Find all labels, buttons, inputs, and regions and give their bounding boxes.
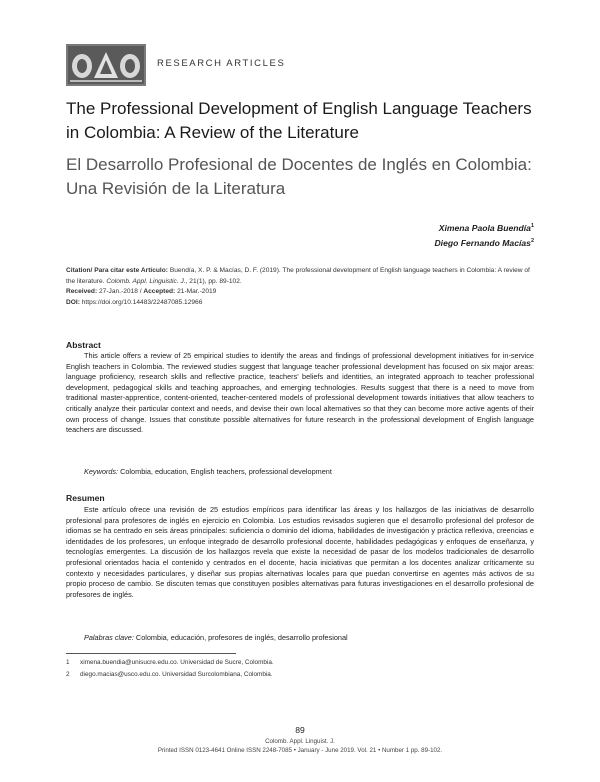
citation-block (66, 266, 536, 308)
abstract-text: This article offers a review of 25 empirical studies to identify the areas and findings of professional development initiatives for in-service English teachers in Colombia. The reviewed studies suggest that language teacher professional development has focused on six major areas: language proficiency, research skills and reflective practice, teachers' beliefs and identities, an integrated approach to teacher professional development, pedagogical skills and teaching approaches, and emerging technologies. Results suggest that there is a need to move from traditional master-apprentice, content-oriented, teacher-centered models of professional development towards initiatives that allow teachers to critically analyze their particular context and needs, and devise their own local alternatives so that they can become more active agents of their own process of change. Issues that constitute possible alternatives for future research in the professional development of English language teachers are discussed. (66, 351, 534, 435)
footer-issn: Printed ISSN 0123-4641 Online ISSN 2248-7085 • January - June 2019. Vol. 21 • Number 1 pp. 89-102. (157, 747, 443, 754)
resumen-text: Este artículo ofrece una revisión de 25 estudios empíricos para identificar las áreas y los hallazgos de las iniciativas de desarrollo profesional para profesores de inglés en ejercicio en Colombia. Los estudios revisados sugieren que el desarrollo profesional del profesor de idiomas se ha centrado en seis áreas principales: suficiencia o dominio del idioma, habilidades de investigación y práctica reflexiva, creencias e identidades de los profesores, un enfoque integrado de desarrollo profesional docente, habilidades pedagógicas y enfoques de enseñanza, y tecnologías emergentes. La discusión de los hallazgos revela que existe la necesidad de pasar de los modelos tradicionales de desarrollo profesional orientados hacia el contenido y centrados en el docente, hacia iniciativas que permitan a los docentes analizar críticamente su contexto y necesidades particulares, y diseñar sus propias alternativas locales para que puedan convertirse en agentes más activos de su propio proceso de cambio. Se discuten temas que constituyen posibles alternativas para futuras investigaciones en el desarrollo profesional de profesores de inglés. (66, 505, 534, 599)
section-label: RESEARCH ARTICLES (157, 58, 286, 69)
pre-columbian-motif-icon (66, 44, 146, 86)
abstract-keywords: Keywords: Colombia, education, English teachers, professional development (84, 467, 332, 476)
article-title-english: The Professional Development of English Language Teachers in Colombia: A Review of the Literature (66, 99, 532, 142)
footer-journal: Colomb. Appl. Linguist. J. (265, 738, 335, 745)
footnote-2: 2 diego.macias@usco.edu.co. Universidad Surcolombiana, Colombia. (66, 671, 273, 678)
author-1: Ximena Paola Buendía$^1$ (438, 222, 534, 233)
resumen-keywords: Palabras clave: Colombia, educación, profesores de inglés, desarrollo profesional (84, 633, 348, 642)
page-number: 89 (295, 725, 305, 735)
doi-link[interactable]: https://doi.org/10.14483/22487085.12966 (81, 298, 203, 306)
dates-line: Received: 27-Jan.-2018 / Accepted: 21-Mar.-2019 (66, 288, 217, 296)
author-2: Diego Fernando Macías$^2$ (434, 237, 534, 248)
footnote-divider (66, 653, 236, 654)
resumen-heading: Resumen (66, 493, 105, 503)
journal-logo (66, 44, 146, 86)
footnote-1: 1 ximena.buendia@unisucre.edu.co. Universidad de Sucre, Colombia. (66, 659, 274, 666)
author-list (434, 220, 534, 250)
citation-line: Citation/ Para citar este Artículo: Buendía, X. P. & Macías, D. F. (2019). The professional development of English language teachers in Colombia: A review of the literature. Colomb. Appl. Linguistic. J., 21(1), pp. 89-102. (66, 267, 530, 285)
article-title-spanish: El Desarrollo Profesional de Docentes de Inglés en Colombia: Una Revisión de la Literatura (66, 155, 532, 198)
abstract-heading: Abstract (66, 340, 101, 350)
doi-line: DOI: https://doi.org/10.14483/22487085.12966 (66, 298, 203, 306)
